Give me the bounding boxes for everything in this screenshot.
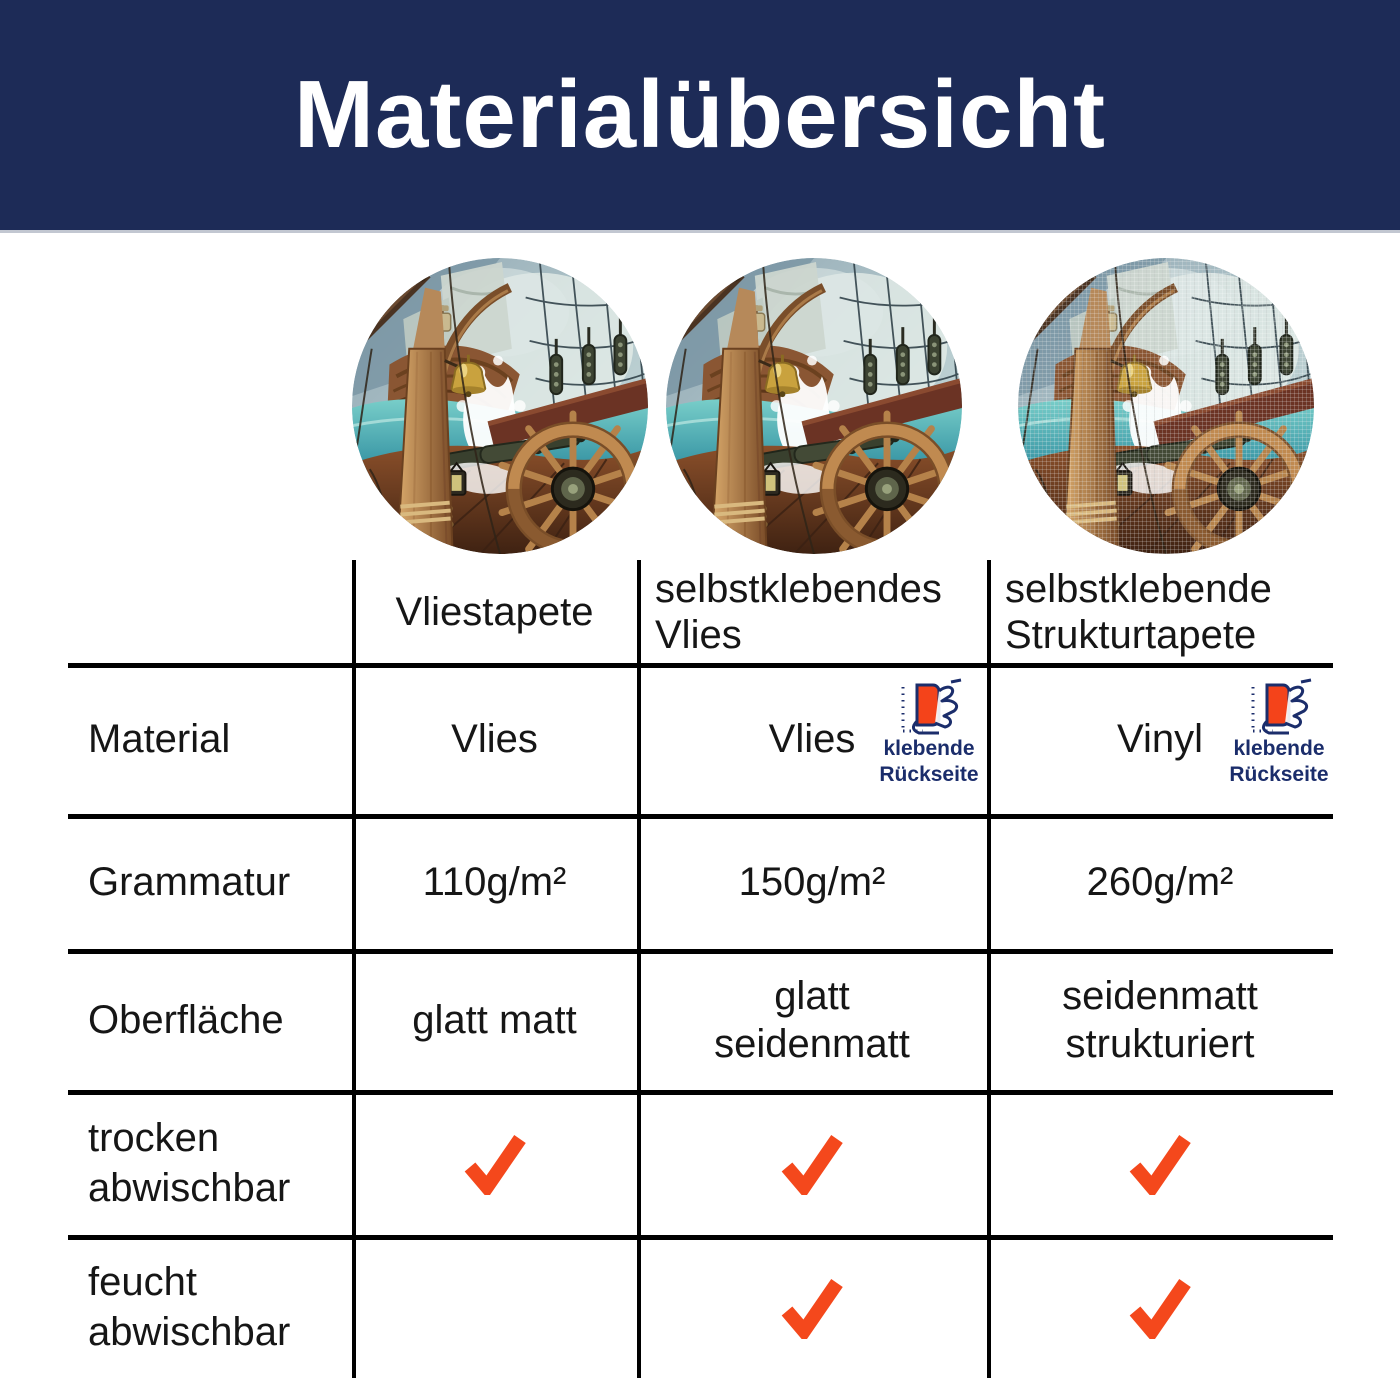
row-label-grammatur <box>88 819 290 945</box>
cell-value: 260g/m² <box>1086 860 1234 904</box>
cell-value: Vlies <box>768 717 856 761</box>
column-header-line: Vliestapete <box>395 589 594 634</box>
check-icon <box>779 1131 845 1195</box>
header-band <box>0 0 1400 233</box>
product-thumbnail-strukturtapete <box>1018 258 1314 554</box>
badge-text-line: klebende <box>883 737 975 760</box>
cell-value: Vlies <box>451 717 538 761</box>
cell-value: Vinyl <box>1117 717 1203 761</box>
row-label-text: feucht <box>88 1260 197 1304</box>
adhesive-backing-badge <box>1220 676 1338 788</box>
check-icon <box>1127 1131 1193 1195</box>
row-label-material <box>88 668 230 810</box>
column-header-line: selbstklebendes <box>655 566 942 611</box>
cell-grammatur-col1 <box>352 819 637 945</box>
check-icon <box>779 1275 845 1339</box>
badge-text-line: Rückseite <box>1229 763 1329 786</box>
column-header-line: Vlies <box>655 612 742 657</box>
cell-trocken-col1 <box>352 1095 637 1231</box>
cell-trocken-col3 <box>987 1095 1333 1231</box>
cell-feucht-col3 <box>987 1240 1333 1374</box>
pirate-ship-wallpaper-image-textured <box>1018 258 1314 554</box>
cell-oberflaeche-col2 <box>637 954 987 1086</box>
cell-value: 150g/m² <box>738 860 886 904</box>
cell-oberflaeche-col3 <box>987 954 1333 1086</box>
product-thumbnail-selbstklebendes-vlies <box>666 258 962 554</box>
column-header-line: Strukturtapete <box>1005 612 1257 657</box>
column-header-line: selbstklebende <box>1005 566 1272 611</box>
cell-grammatur-col3 <box>987 819 1333 945</box>
cell-value-line: strukturiert <box>1065 1022 1255 1066</box>
adhesive-backing-badge <box>870 676 988 788</box>
pirate-ship-wallpaper-image <box>352 258 648 554</box>
product-thumbnail-vliestapete <box>352 258 648 554</box>
row-label-text: abwischbar <box>88 1310 291 1354</box>
row-label-text: Material <box>88 717 231 761</box>
row-label-text: trocken <box>88 1116 220 1160</box>
column-header-vliestapete <box>352 560 637 663</box>
row-label-feucht-abwischbar <box>88 1240 290 1374</box>
adhesive-backing-peel-icon <box>895 676 963 736</box>
row-label-oberflaeche <box>88 954 284 1086</box>
pirate-ship-wallpaper-image <box>666 258 962 554</box>
row-label-trocken-abwischbar <box>88 1095 290 1231</box>
cell-feucht-col1-empty <box>352 1240 637 1374</box>
row-label-text: Oberfläche <box>88 998 284 1042</box>
row-label-text: abwischbar <box>88 1166 291 1210</box>
cell-trocken-col2 <box>637 1095 987 1231</box>
cell-value-line: glatt <box>774 974 850 1018</box>
adhesive-backing-peel-icon <box>1245 676 1313 736</box>
badge-text-line: Rückseite <box>879 763 979 786</box>
check-icon <box>462 1131 528 1195</box>
row-label-text: Grammatur <box>88 860 291 904</box>
badge-text-line: klebende <box>1233 737 1325 760</box>
cell-value: 110g/m² <box>422 860 567 904</box>
cell-oberflaeche-col1 <box>352 954 637 1086</box>
column-header-strukturtapete <box>1005 560 1333 663</box>
cell-material-col1 <box>352 668 637 810</box>
cell-grammatur-col2 <box>637 819 987 945</box>
check-icon <box>1127 1275 1193 1339</box>
page-title: Materialübersicht <box>294 61 1106 168</box>
cell-value: glatt matt <box>412 998 577 1042</box>
cell-value-line: seidenmatt <box>714 1022 910 1066</box>
column-header-selbstklebendes-vlies <box>655 560 985 663</box>
cell-value-line: seidenmatt <box>1062 974 1258 1018</box>
cell-feucht-col2 <box>637 1240 987 1374</box>
